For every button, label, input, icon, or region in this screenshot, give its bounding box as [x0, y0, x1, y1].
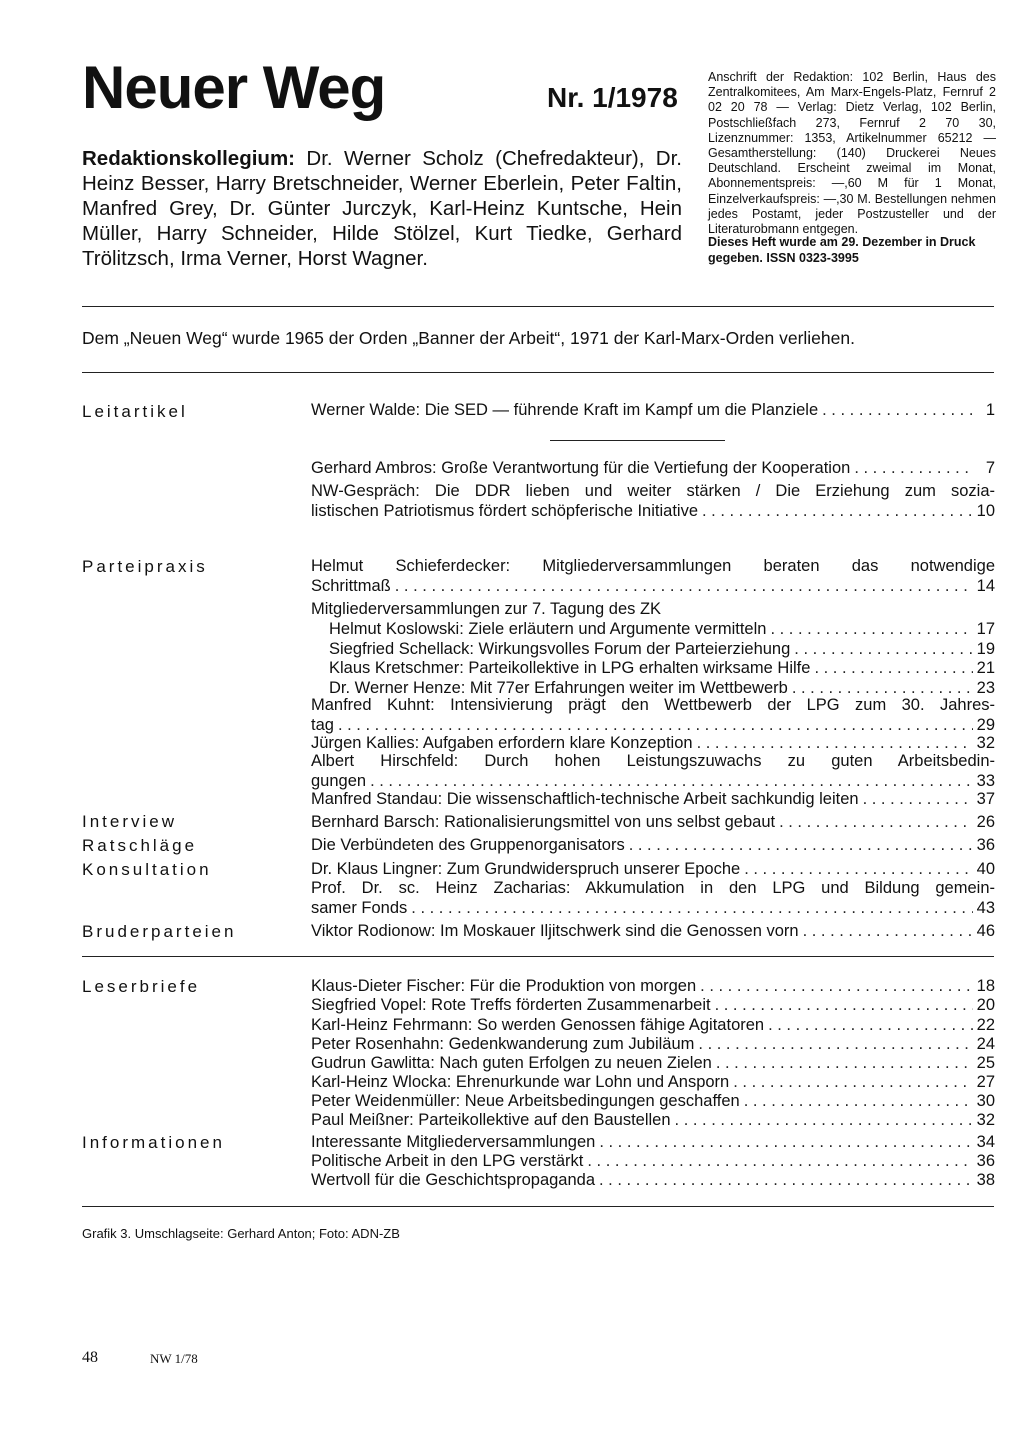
toc-entry-title: tag	[311, 715, 334, 734]
section-konsultation: Konsultation	[82, 860, 212, 879]
leader-dots	[599, 1171, 973, 1191]
toc-entry[interactable]	[311, 977, 995, 997]
toc-entry[interactable]	[311, 790, 995, 810]
toc-entry[interactable]	[311, 1073, 995, 1093]
leader-dots	[854, 459, 973, 479]
toc-entry[interactable]	[311, 1133, 995, 1153]
toc-entry-page: 38	[976, 1171, 995, 1189]
toc-entry[interactable]	[329, 620, 995, 640]
toc-entry-title: Klaus Kretschmer: Parteikollektive in LPG erhalten wirksame Hilfe	[329, 659, 811, 677]
toc-entry-title: Dr. Werner Henze: Mit 77er Erfahrungen weiter im Wettbewerb	[329, 679, 788, 697]
toc-entry-page: 18	[976, 977, 995, 995]
toc-entry[interactable]	[311, 860, 995, 880]
toc-entry[interactable]	[311, 557, 995, 596]
toc-entry-title-line: Helmut Schieferdecker: Mitgliederversammlungen beraten das notwendige	[311, 557, 995, 575]
editorial-board-members: Dr. Werner Scholz (Chefredakteur), Dr. Heinz Besser, Harry Bretschneider, Werner Eberlein, Peter Faltin, Manfred Grey, Dr. Günter Jurczyk, Karl-Heinz Kuntsche, Hein Müller, Harry Schneider, Hilde Stölzel, Kurt Tiedke, Gerhard Trölitzsch, Irma Verner, Horst Wagner.	[82, 147, 683, 270]
short-divider	[550, 440, 725, 441]
leader-dots	[395, 577, 973, 597]
toc-entry-title: gungen	[311, 771, 367, 790]
toc-entry-page: 36	[976, 836, 995, 854]
leader-dots	[587, 1152, 972, 1172]
toc-entry-page: 17	[976, 620, 995, 638]
toc-entry-title: Wertvoll für die Geschichtspropaganda	[311, 1171, 596, 1189]
section-interview: Interview	[82, 812, 178, 831]
toc-entry-title: Werner Walde: Die SED — führende Kraft im Kampf um die Planziele	[311, 401, 819, 419]
toc-entry[interactable]	[311, 1152, 995, 1172]
leader-dots	[863, 790, 973, 810]
issue-number: Nr. 1/1978	[547, 82, 678, 113]
toc-entry-page: 23	[976, 679, 995, 697]
toc-entry-title: Peter Weidenmüller: Neue Arbeitsbedingungen geschaffen	[311, 1092, 740, 1110]
leader-dots	[814, 659, 972, 679]
toc-entry-title: Jürgen Kallies: Aufgaben erfordern klare Konzeption	[311, 734, 693, 752]
toc-entry-title: Dr. Klaus Lingner: Zum Grundwiderspruch unserer Epoche	[311, 860, 741, 878]
toc-entry-title-line: Manfred Kuhnt: Intensivierung prägt den Wettbewerb der LPG zum 30. Jahres-	[311, 696, 995, 714]
toc-entry-title: Karl-Heinz Fehrmann: So werden Genossen fähige Agitatoren	[311, 1016, 765, 1034]
toc-entry[interactable]	[311, 813, 995, 833]
toc-entry[interactable]	[311, 1054, 995, 1074]
toc-entry-title: Helmut Koslowski: Ziele erläutern und Argumente vermitteln	[329, 620, 767, 638]
section-bruderparteien: Bruderparteien	[82, 922, 237, 941]
toc-entry-title: Peter Rosenhahn: Gedenkwanderung zum Jubiläum	[311, 1035, 695, 1053]
toc-entry-title-line: Prof. Dr. sc. Heinz Zacharias: Akkumulation in den LPG und Bildung gemein-	[311, 879, 995, 897]
toc-entry-title: Politische Arbeit in den LPG verstärkt	[311, 1152, 584, 1170]
toc-entry[interactable]	[311, 922, 995, 942]
toc-entry-page: 40	[976, 860, 995, 878]
footer-issue-ref: NW 1/78	[150, 1351, 198, 1366]
toc-entry[interactable]	[311, 1016, 995, 1036]
section-leitartikel: Leitartikel	[82, 402, 188, 421]
leader-dots	[370, 772, 973, 792]
leader-dots	[697, 734, 973, 754]
toc-entry[interactable]	[311, 1092, 995, 1112]
toc-entry-page: 7	[985, 459, 995, 477]
toc-entry-page: 46	[976, 922, 995, 940]
toc-entry-page: 34	[976, 1133, 995, 1151]
page-number: 48	[82, 1349, 98, 1366]
toc-entry-title: Die Verbündeten des Gruppenorganisators	[311, 836, 625, 854]
toc-entry-title: Gerhard Ambros: Große Verantwortung für die Vertiefung der Kooperation	[311, 459, 851, 477]
toc-entry-page: 25	[976, 1054, 995, 1072]
section-parteipraxis: Parteipraxis	[82, 557, 208, 576]
leader-dots	[744, 1092, 973, 1112]
leader-dots	[822, 401, 973, 421]
toc-entry-page: 33	[976, 771, 995, 790]
toc-entry-title: Karl-Heinz Wlocka: Ehrenurkunde war Lohn und Ansporn	[311, 1073, 730, 1091]
toc-entry-page: 22	[976, 1016, 995, 1034]
leader-dots	[700, 977, 972, 997]
divider	[82, 956, 994, 957]
toc-entry[interactable]	[311, 1111, 995, 1131]
toc-entry[interactable]	[311, 459, 995, 479]
leader-dots	[715, 996, 973, 1016]
toc-entry-page: 1	[985, 401, 995, 419]
leader-dots	[779, 813, 973, 833]
toc-entry-page: 24	[976, 1035, 995, 1053]
toc-entry[interactable]	[311, 482, 995, 521]
toc-entry-title: Bernhard Barsch: Rationalisierungsmittel von uns selbst gebaut	[311, 813, 776, 831]
editorial-board	[82, 146, 682, 271]
toc-entry-title: Schrittmaß	[311, 576, 391, 595]
toc-entry[interactable]	[329, 659, 995, 679]
toc-entry[interactable]	[311, 1035, 995, 1055]
toc-entry[interactable]	[311, 752, 995, 791]
toc-entry[interactable]	[311, 1171, 995, 1191]
toc-entry-title: Viktor Rodionow: Im Moskauer Iljitschwerk sind die Genossen vorn	[311, 922, 799, 940]
toc-entry-page: 26	[976, 813, 995, 831]
divider	[82, 1206, 994, 1207]
toc-entry-title: Interessante Mitgliederversammlungen	[311, 1133, 596, 1151]
divider	[82, 372, 994, 373]
toc-entry-title: samer Fonds	[311, 898, 408, 917]
toc-entry[interactable]	[329, 640, 995, 660]
print-note: Dieses Heft wurde am 29. Dezember in Druck gegeben. ISSN 0323-3995	[708, 235, 976, 265]
leader-dots	[702, 502, 973, 522]
leader-dots	[716, 1054, 973, 1074]
toc-entry-page: 37	[976, 790, 995, 808]
toc-entry-page: 43	[976, 898, 995, 917]
award-note: Dem „Neuen Weg“ wurde 1965 der Orden „Banner der Arbeit“, 1971 der Karl-Marx-Orden verliehen.	[82, 328, 855, 348]
toc-entry-page: 19	[976, 640, 995, 658]
toc-entry-title: Manfred Standau: Die wissenschaftlich-technische Arbeit sachkundig leiten	[311, 790, 859, 808]
leader-dots	[675, 1111, 973, 1131]
toc-entry[interactable]	[311, 734, 995, 754]
publisher-address: Anschrift der Redaktion: 102 Berlin, Haus des Zentralkomitees, Am Marx-Engels-Platz, Fernruf 2 02 20 78 — Verlag: Dietz Verlag, 102 Berlin, Postschließfach 273, Fernruf 2 70 30, Lizenznummer: 1353, Artikelnummer 65212 — Gesamtherstellung: (140) Druckerei Neues Deutschland. Erscheint zweimal im Monat, Abonnementspreis: —,60 M für 1 Monat, Einzelverkaufspreis: —,30 M. Bestellungen nehmen jedes Postamt, jeder Postzusteller und der Literaturobmann entgegen.	[708, 70, 996, 237]
section-informationen: Informationen	[82, 1133, 225, 1152]
toc-entry-page: 30	[976, 1092, 995, 1110]
leader-dots	[733, 1073, 972, 1093]
toc-entry[interactable]	[311, 401, 995, 421]
leader-dots	[768, 1016, 973, 1036]
editorial-board-label: Redaktionskollegium:	[82, 147, 296, 170]
toc-entry[interactable]	[311, 996, 995, 1016]
toc-entry[interactable]	[311, 879, 995, 918]
toc-entry[interactable]	[311, 696, 995, 735]
toc-entry[interactable]	[311, 836, 995, 856]
toc-subheading	[311, 600, 995, 620]
leader-dots	[698, 1035, 972, 1055]
leader-dots	[338, 716, 973, 736]
section-leserbriefe: Leserbriefe	[82, 977, 201, 996]
toc-entry-title: Siegfried Schellack: Wirkungsvolles Forum der Parteierziehung	[329, 640, 791, 658]
toc-entry-page: 27	[976, 1073, 995, 1091]
leader-dots	[411, 899, 972, 919]
toc-entry-title-line: NW-Gespräch: Die DDR lieben und weiter stärken / Die Erziehung zum sozia-	[311, 482, 995, 500]
section-ratschlaege: Ratschläge	[82, 836, 198, 855]
toc-entry-page: 14	[976, 576, 995, 595]
toc-entry-title: Paul Meißner: Parteikollektive auf den Baustellen	[311, 1111, 671, 1129]
leader-dots	[629, 836, 973, 856]
leader-dots	[599, 1133, 972, 1153]
toc-entry-page: 29	[976, 715, 995, 734]
toc-entry-title: Gudrun Gawlitta: Nach guten Erfolgen zu neuen Zielen	[311, 1054, 712, 1072]
toc-entry-title-line: Albert Hirschfeld: Durch hohen Leistungszuwachs zu guten Arbeitsbedin-	[311, 752, 995, 770]
toc-entry-page: 21	[976, 659, 995, 677]
toc-entry-title: Klaus-Dieter Fischer: Für die Produktion von morgen	[311, 977, 697, 995]
leader-dots	[803, 922, 973, 942]
leader-dots	[770, 620, 972, 640]
magazine-title: Neuer Weg	[82, 54, 386, 121]
toc-entry-page: 32	[976, 734, 995, 752]
toc-entry-page: 10	[976, 501, 995, 520]
leader-dots	[744, 860, 972, 880]
toc-subheading-text: Mitgliederversammlungen zur 7. Tagung des ZK	[311, 600, 662, 618]
toc-entry-page: 20	[976, 996, 995, 1014]
leader-dots	[794, 640, 972, 660]
toc-entry-title: Siegfried Vopel: Rote Treffs förderten Zusammenarbeit	[311, 996, 711, 1014]
divider	[82, 306, 994, 307]
toc-entry-title: listischen Patriotismus fördert schöpferische Initiative	[311, 501, 698, 520]
toc-entry-page: 36	[976, 1152, 995, 1170]
image-credit: Grafik 3. Umschlagseite: Gerhard Anton; Foto: ADN-ZB	[82, 1226, 400, 1241]
toc-entry-page: 32	[976, 1111, 995, 1129]
